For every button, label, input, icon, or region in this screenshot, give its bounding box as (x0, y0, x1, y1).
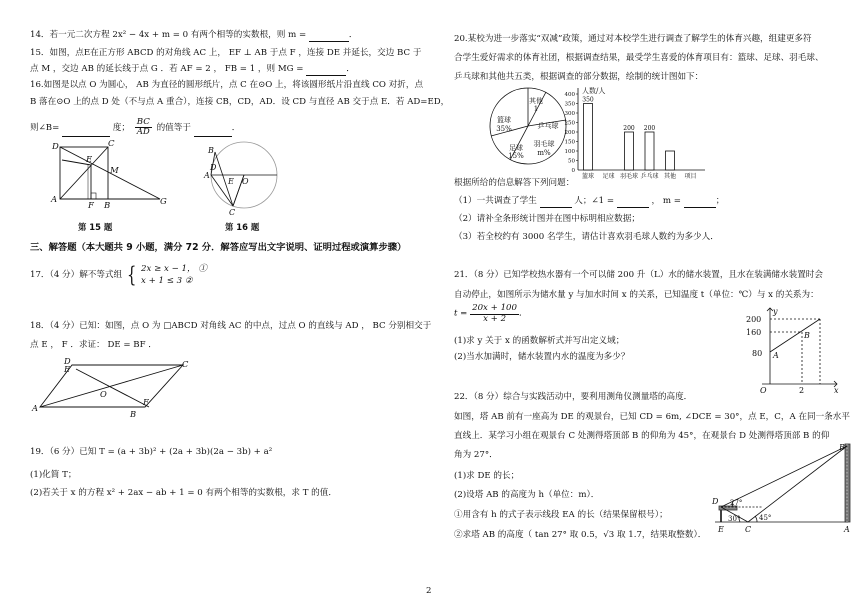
label-f: F (143, 397, 149, 407)
origin-o: O (760, 386, 767, 395)
label-a: A (32, 403, 38, 413)
y-tick-label: 200 (564, 130, 575, 136)
label-f: F (88, 201, 94, 211)
tick-80: 80 (752, 349, 763, 358)
question-17 (30, 263, 207, 288)
pie-angle-1: 1 (533, 105, 539, 113)
inequality-system (141, 263, 207, 288)
axis-y: y (773, 307, 778, 316)
point-b: B (804, 331, 810, 340)
tick-2: 2 (799, 386, 805, 395)
angle-30: 30° (728, 515, 741, 523)
fraction-numerator: 20x + 100 (472, 303, 517, 313)
label-c: C (182, 359, 189, 369)
question-20-after: 根据所给的信息解答下列问题： (454, 178, 575, 188)
label-a: A (51, 195, 58, 205)
answer-blank (62, 127, 110, 137)
question-16-line-2: B 落在⊙O 上的点 D 处（不与点 A 重合），连接 CB，CD，AD．设 CD 与直径 AB 交于点 E．若 AD=ED， (30, 97, 450, 107)
y-tick-label: 250 (564, 120, 575, 127)
question-21-part-1: (1)求 y 关于 x 的函数解析式并写出定义域； (454, 336, 625, 346)
label-o: O (242, 177, 249, 186)
q21-graph (742, 306, 842, 394)
bar-value-label: 350 (582, 96, 594, 104)
question-14-text: 14．若一元二次方程 2x² − 4x + m = 0 有两个相等的实数根，则 m = (30, 30, 307, 40)
question-15-line-1: 15．如图，点E在正方形 ABCD 的对角线 AC 上， EF ⊥ AB 于点 F ，连接 DE 并延长，交边 BC 于 (30, 48, 422, 58)
answer-blank (540, 198, 572, 208)
answer-blank (306, 66, 346, 76)
question-22-line-1: 22．（8 分）综合与实践活动中，要利用测角仪测量塔的高度． (454, 392, 693, 402)
figure-15-caption: 第 15 题 (78, 222, 113, 232)
inequality-2: x + 1 ≤ 3 ② (141, 276, 193, 287)
y-tick-label: 100 (564, 149, 575, 155)
sub1-text-d: ； (715, 196, 725, 206)
sub1-text-c: ， m = (651, 196, 681, 206)
question-22-line-3: 直线上．某学习小组在观景台 C 处测得塔顶部 B 的仰角为 45°，在观景台 D 处测得塔顶部 B 的仰 (454, 431, 830, 441)
question-16-line-1: 16.如图是以点 O 为圆心， AB 为直径的圆形纸片，点 C 在⊙O 上，将该圆形纸片沿直线 CO 对折，点 (30, 80, 424, 90)
question-15-text: 点 M ，交边 AB 的延长线于点 G ．若 AF = 2 ， FB = 1 ，则 MG = (30, 64, 304, 74)
answer-blank (194, 127, 232, 137)
question-22-part-2b: ②求塔 AB 的高度（ tan 27° 取 0.5，√3 取 1.7，结果取整数）． (454, 530, 707, 540)
question-14: 14．若一元二次方程 2x² − 4x + m = 0 有两个相等的实数根，则 m = ． (30, 30, 358, 40)
y-tick-label: 50 (568, 158, 575, 165)
question-16-line-3: 则∠B= 度； $\frac{BC}{AD}$ 的值等于 ． (30, 117, 241, 138)
question-22-part-1: (1)求 DE 的长； (454, 471, 520, 481)
label-e: E (228, 177, 234, 186)
label-d: D (64, 356, 71, 366)
x-category-label: 乒乓球 (640, 173, 659, 180)
section-3-title: 三、解答题（本大题共 9 小题，满分 72 分．解答应写出文字说明、证明过程或演算步骤） (30, 242, 407, 253)
label-a: A (204, 171, 210, 180)
figure-22 (710, 442, 850, 542)
label-c: C (108, 139, 115, 149)
question-15-line-2: 点 M ，交边 AB 的延长线于点 G ．若 AF = 2 ， FB = 1 ，则 MG = ． (30, 64, 355, 74)
page-number: 2 (426, 586, 432, 596)
bar (584, 104, 593, 171)
question-20-sub-2: （2）请补全条形统计图并在图中标明相应数据； (454, 214, 640, 224)
question-18-line-2: 点 E ， F ．求证： DE = BF ． (30, 340, 157, 350)
question-22-line-4: 角为 27°． (454, 450, 498, 460)
pie-label-football: 足球 (509, 144, 523, 152)
tick-160: 160 (746, 328, 762, 337)
y-tick-label: 300 (564, 111, 575, 117)
question-19-part-1: (1)化简 T； (30, 470, 77, 480)
pie-pct-football: 15% (508, 152, 524, 160)
label-b: B (104, 201, 111, 211)
q16-text-a: 则∠B= (30, 123, 60, 134)
label-b: B (130, 409, 137, 419)
x-category-label: 足球 (602, 173, 615, 180)
x-category-label: 篮球 (581, 173, 595, 180)
question-20-line-2: 合学生爱好需求的体育社团，根据调查结果，最受学生喜爱的体育项目有：篮球、足球、羽毛球、 (454, 53, 824, 63)
label-c: C (745, 525, 752, 534)
bar-value-label: 200 (643, 125, 656, 132)
formula-suffix: ． (518, 308, 528, 319)
bar-chart (565, 86, 715, 181)
bc-over-ad-fraction (135, 118, 152, 137)
pie-pct-basketball: 35% (496, 125, 512, 133)
question-22-part-2: (2)设塔 AB 的高度为 h（单位：m）． (454, 490, 600, 500)
sub1-text-a: （1）一共调查了学生 (454, 196, 537, 206)
y-tick-label: 0 (571, 168, 575, 174)
figure-16-caption: 第 16 题 (225, 222, 260, 232)
tick-200: 200 (746, 315, 762, 324)
answer-blank (684, 198, 716, 208)
bar (645, 132, 654, 170)
question-19-line-1: 19．（6 分）已知 T = (a + 3b)² + (2a + 3b)(2a − 3b) + a² (30, 447, 273, 457)
axis-x: x (834, 386, 839, 395)
label-c: C (229, 208, 236, 217)
q16-text-b: 度； (112, 123, 130, 134)
pie-label-other: 其他 (529, 97, 543, 105)
pie-pct-badminton: m% (537, 149, 551, 157)
bar (625, 132, 634, 170)
label-g: G (160, 197, 167, 207)
question-21-formula (454, 304, 528, 325)
question-22-part-2a: ①用含有 h 的式子表示线段 EA 的长（结果保留根号）； (454, 510, 668, 520)
fraction-denominator: AD (136, 127, 150, 138)
sub1-text-b: 人；∠1 = (574, 196, 615, 206)
x-category-label: 羽毛球 (619, 173, 639, 180)
figure-16 (0, 140, 430, 240)
label-d: D (52, 142, 59, 152)
x-category-label: 其他 (663, 173, 677, 180)
question-18-line-1: 18．（4 分）已知：如图，点 O 为 □ABCD 对角线 AC 的中点，过点 O 的直线与 AD ， BC 分别相交于 (30, 321, 432, 331)
question-21-line-1: 21．（8 分）已知学校热水器有一个可以储 200 升（L）水的储水装置，且水在装满储水装置时会 (454, 270, 823, 280)
angle-27: 27° (730, 499, 743, 507)
y-tick-label: 150 (564, 139, 575, 146)
answer-blank (309, 32, 349, 42)
left-brace: { (126, 262, 137, 287)
label-e: E (64, 364, 71, 374)
label-a: A (844, 525, 850, 534)
question-20-sub-1 (454, 196, 724, 208)
label-m: M (110, 166, 119, 176)
y-tick-label: 400 (564, 92, 575, 98)
question-19-part-2: (2)若关于 x 的方程 x² + 2ax − ab + 1 = 0 有两个相等的实数根，求 T 的值． (30, 488, 337, 498)
pie-label-basketball: 篮球 (497, 116, 511, 124)
question-20-line-3: 乒乓球和其他共五类，根据调查的部分数据，绘制的统计图如下： (454, 72, 704, 82)
fraction-numerator: BC (135, 118, 152, 128)
question-20-line-1: 20.某校为进一步落实“双减”政策，通过对本校学生进行调查了解学生的体育兴趣，组建更多符 (454, 34, 812, 44)
answer-blank (617, 198, 649, 208)
label-d: D (712, 497, 719, 506)
x-category-label: 项目 (684, 173, 697, 180)
pie-label-pingpong: 乒乓球 (537, 122, 559, 130)
formula-prefix: t = (454, 308, 468, 319)
question-21-part-2: (2)当水加满时，储水装置内水的温度为多少？ (454, 352, 630, 362)
label-b: B (839, 443, 845, 452)
y-axis-label: 人数/人 (582, 87, 606, 95)
bar-value-label: 200 (623, 125, 635, 132)
label-d: D (210, 163, 217, 172)
temperature-formula-fraction (470, 304, 519, 325)
question-22-line-2: 如图，塔 AB 前有一座高为 DE 的观景台，已知 CD = 6m, ∠DCE = 30°，点 E，C，A 在同一条水平 (454, 412, 850, 422)
label-b: B (208, 146, 214, 155)
inequality-1: 2x ≥ x − 1， ① (141, 264, 207, 274)
label-e: E (86, 155, 93, 165)
question-20-sub-3: （3）若全校约有 3000 名学生，请估计喜欢羽毛球人数约为多少人． (454, 232, 719, 242)
angle-45: 45° (759, 514, 772, 522)
bar (666, 151, 675, 170)
fraction-denominator: x + 2 (483, 313, 507, 324)
label-e: E (718, 525, 724, 534)
figure-18 (0, 355, 430, 425)
q16-text-c: 的值等于 (156, 123, 191, 134)
question-21-line-2: 自动停止，如图所示为储水量 y 与加水时间 x 的关系，已知温度 t（单位：℃）与 x 的关系为： (454, 290, 819, 300)
question-17-label: 17．（4 分）解不等式组 (30, 269, 123, 280)
label-o: O (100, 389, 107, 399)
point-a: A (773, 351, 779, 360)
y-tick-label: 350 (564, 101, 575, 108)
pie-label-badminton: 羽毛球 (533, 140, 555, 148)
